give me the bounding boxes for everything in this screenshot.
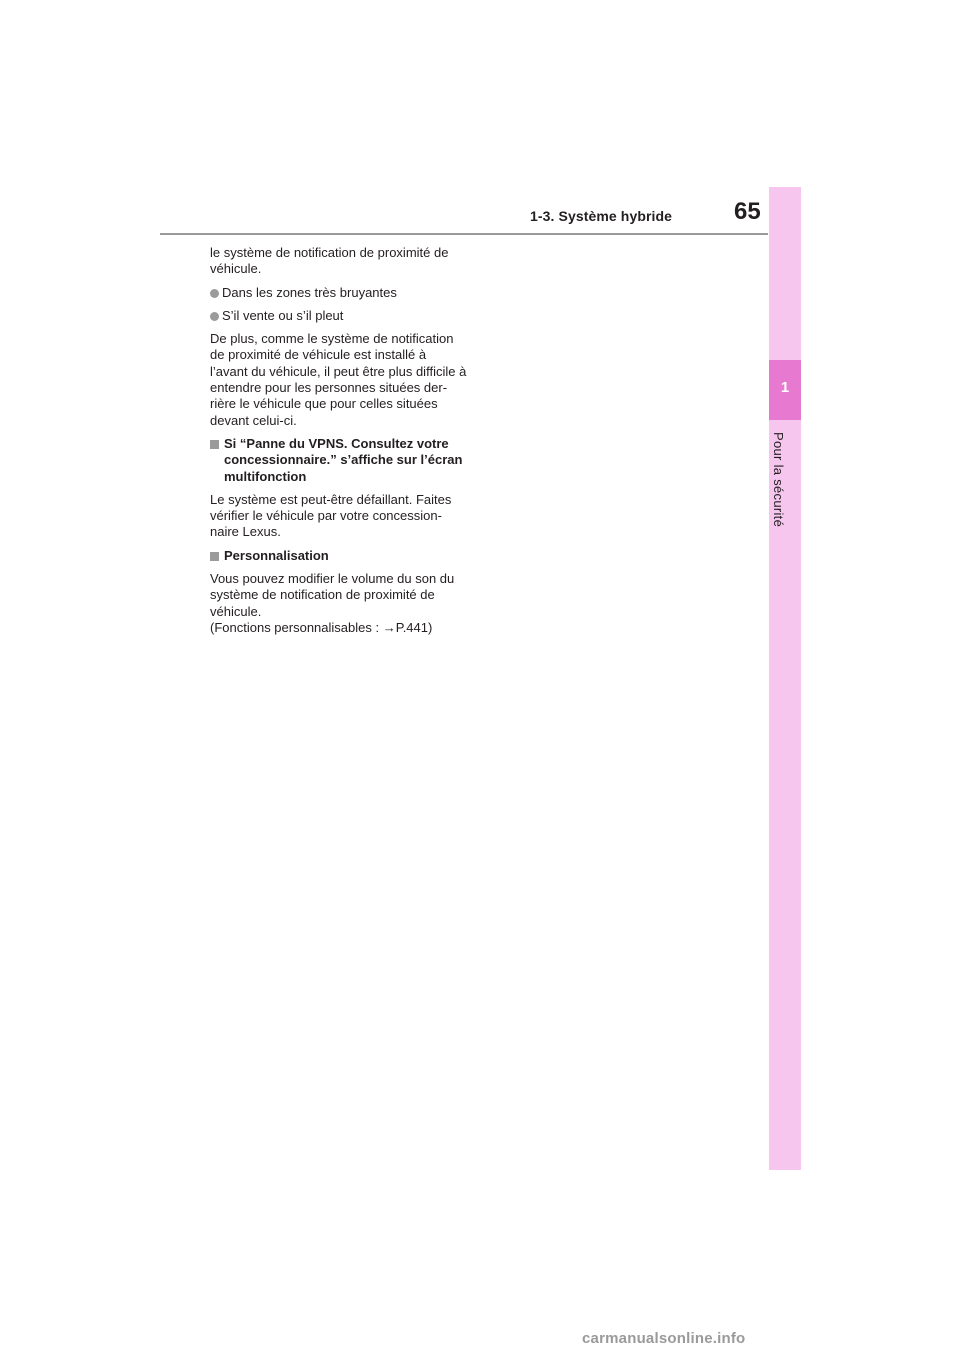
square-bullet-icon — [210, 440, 219, 449]
text-line: multifonction — [224, 468, 307, 484]
subheading-text — [224, 436, 472, 485]
text-line: Vous pouvez modifier le volume du son du — [210, 571, 455, 587]
square-bullet-icon — [210, 552, 219, 561]
chapter-number: 1 — [780, 379, 790, 396]
text-line: naire Lexus. — [210, 524, 281, 540]
header-divider — [160, 233, 768, 235]
bullet-text: Dans les zones très bruyantes — [222, 284, 397, 300]
paragraph — [210, 492, 472, 541]
chapter-side-tab — [769, 187, 801, 1170]
bullet-item — [210, 285, 472, 301]
text-line: le système de notification de proximité de — [210, 245, 449, 260]
text-line: vérifier le véhicule par votre concession- — [210, 508, 442, 524]
chapter-title: Pour la sécurité — [771, 432, 786, 528]
watermark-text: carmanualsonline.info — [582, 1330, 746, 1347]
text-line: entendre pour les personnes situées der- — [210, 380, 448, 396]
text-line: véhicule. — [210, 603, 262, 619]
bullet-text: S’il vente ou s’il pleut — [222, 307, 344, 323]
text-line: système de notification de proximité de — [210, 587, 435, 603]
subheading — [210, 548, 472, 564]
subheading-text: Personnalisation — [224, 547, 329, 563]
section-title: 1-3. Système hybride — [530, 208, 673, 224]
bullet-dot-icon — [210, 312, 219, 321]
text-line: Si “Panne du VPNS. Consultez votre — [224, 435, 449, 451]
text-line: (Fonctions personnalisables : →P.441) — [210, 619, 433, 635]
body-text — [210, 245, 472, 643]
text-line: rière le véhicule que pour celles situées — [210, 396, 438, 412]
text-line: devant celui-ci. — [210, 412, 297, 428]
text-line: De plus, comme le système de notification — [210, 331, 454, 347]
bullet-item — [210, 308, 472, 324]
page-number: 65 — [734, 198, 761, 225]
intro-paragraph — [210, 245, 472, 278]
text-line: concessionnaire.” s’affiche sur l’écran — [224, 452, 463, 468]
text-line: Le système est peut-être défaillant. Faites — [210, 491, 452, 507]
text-line: véhicule. — [210, 261, 262, 277]
paragraph — [210, 571, 472, 636]
text-line: de proximité de véhicule est installé à — [210, 347, 427, 363]
subheading — [210, 436, 472, 485]
paragraph — [210, 331, 472, 429]
bullet-dot-icon — [210, 289, 219, 298]
text-line: l’avant du véhicule, il peut être plus difficile à — [210, 363, 467, 379]
